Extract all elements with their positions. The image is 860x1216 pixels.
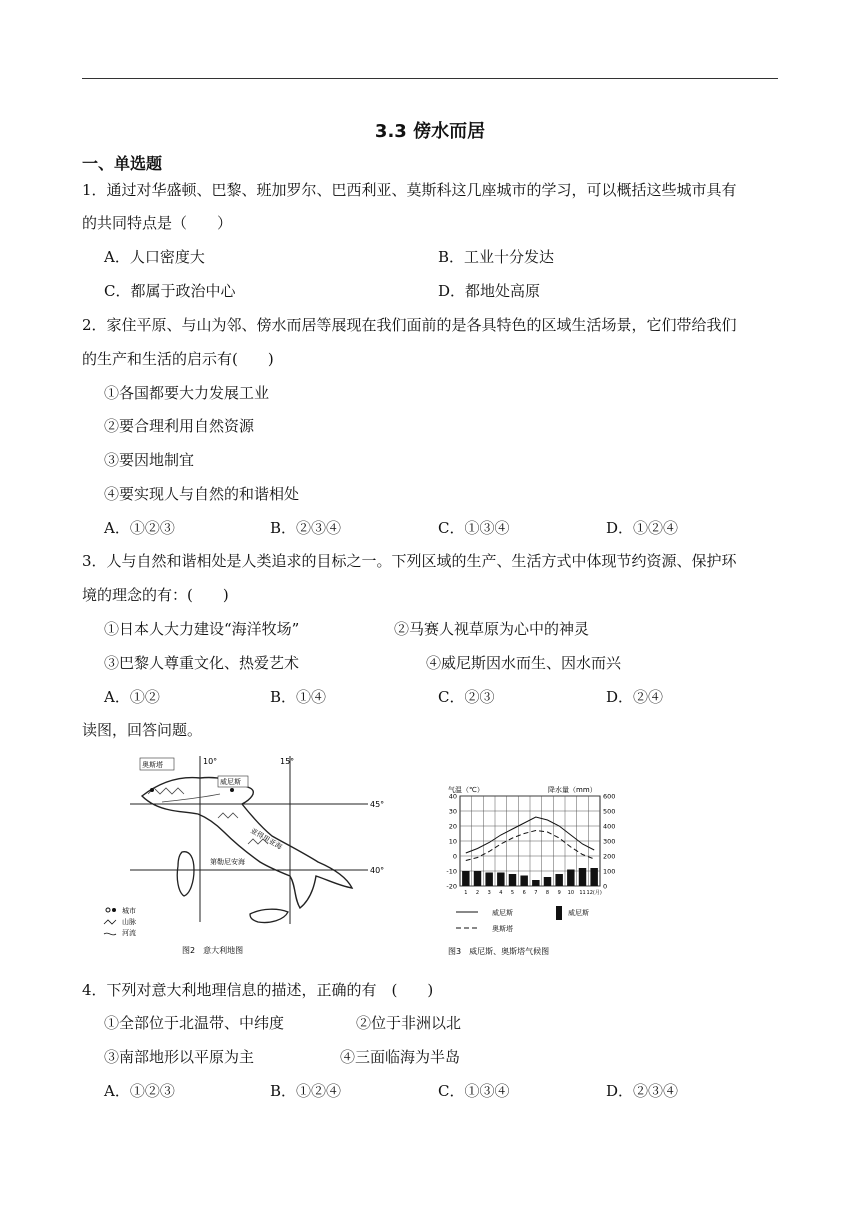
q1-option-c: C．都属于政治中心	[104, 282, 236, 300]
section-heading: 一、单选题	[82, 154, 163, 173]
precip-tick-label: 500	[603, 807, 616, 816]
q4-statement-1: ①全部位于北温带、中纬度	[104, 1014, 285, 1032]
month-tick-label: 10	[567, 890, 575, 896]
label-lat-40: 40°	[370, 866, 385, 875]
sicily-outline	[250, 909, 288, 922]
temp-tick-label: 40	[448, 792, 457, 801]
q2-option-b: B．②③④	[270, 519, 342, 537]
map-caption: 图2 意大利地图	[182, 946, 244, 955]
precip-bar	[590, 868, 597, 886]
q4-option-b: B．①②④	[270, 1082, 342, 1100]
precip-tick-label: 600	[603, 792, 616, 801]
climate-chart	[438, 782, 624, 958]
q2-option-c: C．①③④	[438, 519, 510, 537]
q3-statement-3: ③巴黎人尊重文化、热爱艺术	[104, 654, 300, 672]
q3-option-c: C．②③	[438, 688, 495, 706]
month-tick-label: 8	[545, 890, 550, 896]
legend-mountain-label: 山脉	[122, 918, 136, 926]
q4-statement-2: ②位于非洲以北	[356, 1014, 462, 1032]
temp-tick-label: 30	[448, 807, 457, 816]
read-prompt: 读图，回答问题。	[82, 721, 203, 739]
label-lon-15: 15°	[280, 757, 295, 766]
temp-tick-label: 20	[448, 822, 457, 831]
temp-tick-label: 0	[452, 852, 457, 861]
q2-option-d: D．①②④	[606, 519, 679, 537]
label-lon-10: 10°	[203, 757, 218, 766]
river-line	[162, 794, 220, 802]
city-venice-marker	[230, 788, 234, 792]
precip-bar	[532, 880, 539, 886]
precip-bar	[485, 873, 492, 887]
legend-city-symbol	[106, 908, 110, 912]
q4-option-a: A．①②③	[104, 1082, 175, 1100]
q2-statement-3: ③要因地制宜	[104, 451, 195, 469]
q3-statement-1: ①日本人大力建设“海洋牧场”	[104, 620, 300, 638]
q3-option-a: A．①②	[104, 688, 160, 706]
temp-tick-label: -20	[446, 882, 457, 891]
label-venice: 威尼斯	[220, 778, 241, 786]
legend-venice-label: 威尼斯	[492, 909, 513, 917]
precip-tick-label: 200	[603, 852, 616, 861]
month-tick-label: 4	[499, 890, 503, 896]
q3-option-b: B．①④	[270, 688, 327, 706]
legend-city-symbol-2	[112, 908, 116, 912]
legend-city-label: 城市	[122, 907, 136, 915]
precip-bar	[509, 874, 516, 886]
q1-option-a: A．人口密度大	[104, 248, 205, 266]
legend-river-label: 河流	[122, 929, 136, 937]
month-tick-label: 2	[475, 890, 480, 896]
q4-option-d: D．②③④	[606, 1082, 679, 1100]
legend-mountain-symbol	[104, 920, 116, 924]
month-tick-label: 7	[534, 890, 538, 896]
precip-tick-label: 300	[603, 837, 616, 846]
q4-statement-3: ③南部地形以平原为主	[104, 1048, 255, 1066]
q2-statement-2: ②要合理利用自然资源	[104, 417, 255, 435]
precip-bar	[544, 877, 551, 886]
precip-tick-label: 400	[603, 822, 616, 831]
q4-stem: 4．下列对意大利地理信息的描述，正确的有 ( )	[82, 981, 434, 999]
precip-bar	[462, 871, 469, 886]
month-tick-label: 6	[522, 890, 526, 896]
legend-bar-label: 威尼斯	[568, 909, 589, 917]
legend-river-symbol	[104, 933, 116, 935]
q4-option-c: C．①③④	[438, 1082, 510, 1100]
q1-option-b: B．工业十分发达	[438, 248, 555, 266]
q2-statement-1: ①各国都要大力发展工业	[104, 384, 270, 402]
legend-bar-symbol	[556, 906, 562, 920]
q2-option-a: A．①②③	[104, 519, 175, 537]
q3-statement-4: ④威尼斯因水而生、因水而兴	[426, 654, 622, 672]
q3-statement-2: ②马赛人视草原为心中的神灵	[394, 620, 590, 638]
temp-tick-label: -10	[446, 867, 457, 876]
q1-option-d: D．都地处高原	[438, 282, 541, 300]
month-tick-label: 3	[487, 890, 491, 896]
q1-stem-line1: 1．通过对华盛顿、巴黎、班加罗尔、巴西利亚、莫斯科这几座城市的学习，可以概括这些城市具有	[82, 181, 737, 199]
q3-stem-line1: 3．人与自然和谐相处是人类追求的目标之一。下列区域的生产、生活方式中体现节约资源、保护环	[82, 552, 737, 570]
precip-bar	[474, 871, 481, 886]
precip-bar	[579, 868, 586, 886]
label-lat-45: 45°	[370, 800, 385, 809]
month-tick-label: 5	[510, 890, 515, 896]
italy-map-figure	[100, 752, 400, 958]
precip-tick-label: 100	[603, 867, 616, 876]
climate-ylabel-right: 降水量（mm）	[548, 786, 597, 794]
precip-bar	[497, 873, 504, 887]
label-tyrrhenian: 第勒尼安海	[210, 858, 245, 866]
city-aosta-marker	[150, 788, 154, 792]
q3-option-d: D．②④	[606, 688, 664, 706]
q2-stem-line2: 的生产和生活的启示有( )	[82, 350, 274, 368]
q4-statement-4: ④三面临海为半岛	[340, 1048, 461, 1066]
q3-stem-line2: 境的理念的有：( )	[82, 586, 229, 604]
month-tick-label: 9	[557, 890, 561, 896]
precip-bar	[520, 876, 527, 887]
climate-caption: 图3 威尼斯、奥斯塔气候图	[448, 947, 550, 956]
q2-stem-line1: 2．家住平原、与山为邻、傍水而居等展现在我们面前的是各具特色的区域生活场景，它们带给我们	[82, 316, 737, 334]
sardinia-outline	[177, 852, 194, 896]
label-adriatic: 亚得里亚海	[249, 826, 284, 852]
q2-statement-4: ④要实现人与自然的和谐相处	[104, 485, 300, 503]
precip-bar	[567, 870, 574, 887]
italy-mainland-outline	[142, 777, 352, 908]
climate-ylabel-left: 气温（℃）	[448, 786, 484, 794]
q1-stem-line2: 的共同特点是（ ）	[82, 214, 233, 232]
month-tick-label: 12(月)	[586, 890, 602, 896]
legend-aosta-label: 奥斯塔	[492, 925, 513, 933]
label-aosta: 奥斯塔	[142, 761, 163, 769]
precip-tick-label: 0	[603, 882, 608, 891]
header-rule	[82, 78, 778, 79]
temp-tick-label: 10	[448, 837, 457, 846]
month-tick-label: 11	[579, 890, 586, 896]
precip-bar	[555, 874, 562, 886]
month-tick-label: 1	[464, 890, 468, 896]
page-title: 3.3 傍水而居	[374, 121, 486, 142]
